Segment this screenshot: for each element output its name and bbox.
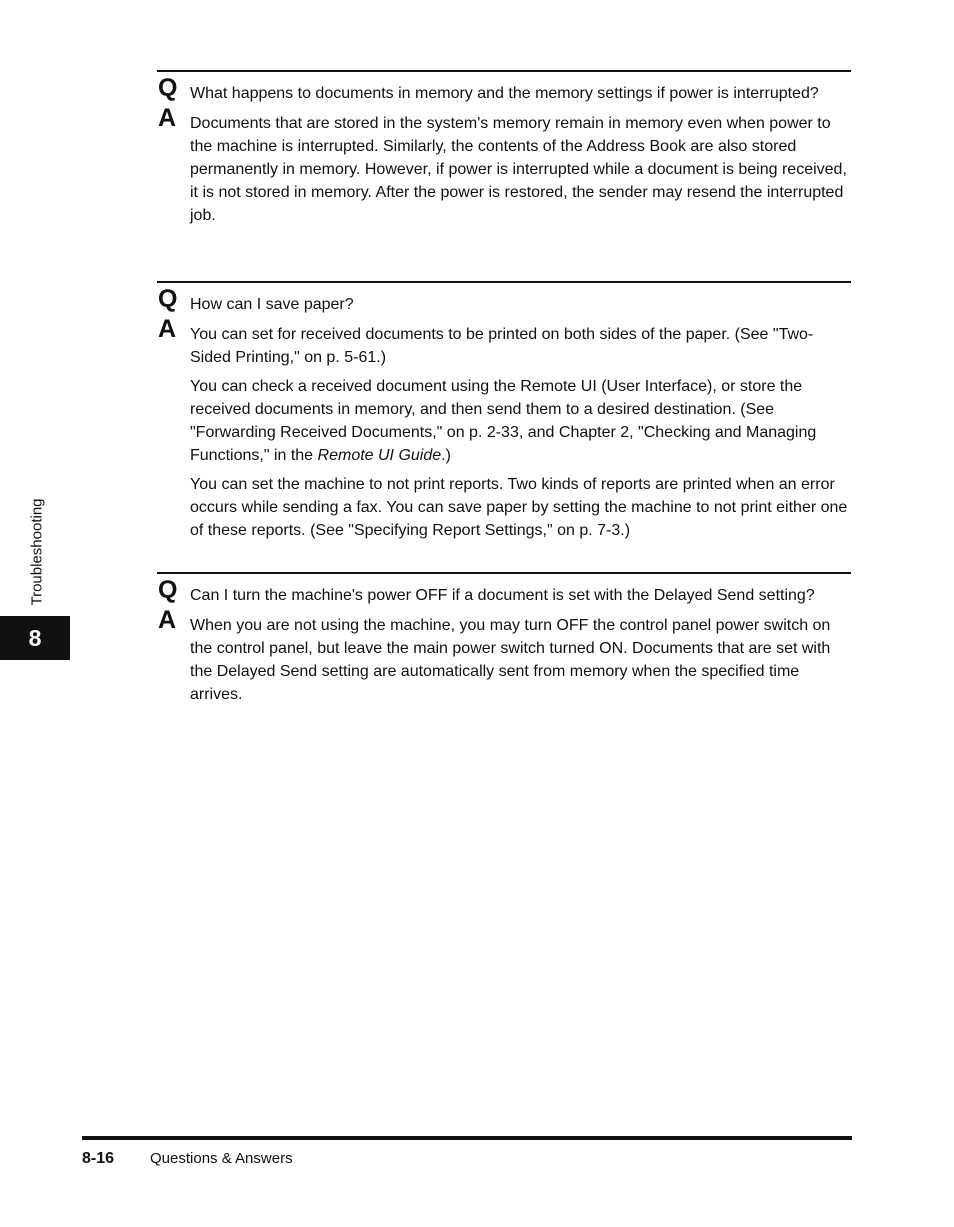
qa-block-memory-power — [157, 70, 851, 227]
answer-row — [157, 315, 851, 542]
answer-paragraph: When you are not using the machine, you may turn OFF the control panel power switch on the control panel, but leave the main power switch turned ON. Documents that are set with the Delayed Send setting are automatically sent from memory when the specified time arrives. — [190, 617, 831, 703]
answer-paragraph-text: You can check a received document using the Remote UI (User Interface), or store the received documents in memory, and then send them to a desired destination. (See "Forwarding Received Documents," on p. 2-33, and Chapter 2, "Checking and Managing Functions," in the — [190, 378, 817, 464]
chapter-side-label: Troubleshooting — [28, 498, 46, 606]
question-marker: Q — [158, 74, 178, 102]
answer-paragraph: Documents that are stored in the system's memory remain in memory even when power to the machine is interrupted. Similarly, the contents of the Address Book are also stored permanently in memory. However, if power is interrupted while a document is being received, it is not stored in memory. After the power is restored, the sender may resend the interrupted job. — [190, 115, 847, 224]
question-marker: Q — [158, 285, 178, 313]
answer-paragraph-tail: .) — [441, 447, 451, 464]
answer-row — [157, 606, 851, 706]
question-text: What happens to documents in memory and the memory settings if power is interrupted? — [190, 85, 819, 102]
remote-ui-guide-reference: Remote UI Guide — [317, 447, 442, 464]
answer-paragraph: You can set for received documents to be printed on both sides of the paper. (See "Two-Sided Printing," on p. 5-61.) — [190, 326, 814, 366]
question-row — [157, 74, 851, 105]
answer-paragraph: You can set the machine to not print reports. Two kinds of reports are printed when an error occurs while sending a fax. You can save paper by setting the machine to not print either one of these reports. (See "Specifying Report Settings," on p. 7-3.) — [190, 476, 848, 539]
footer-title: Questions & Answers — [150, 1150, 293, 1167]
answer-marker: A — [158, 104, 177, 132]
question-row — [157, 576, 851, 607]
answer-marker: A — [158, 606, 177, 634]
qa-block-delayed-send — [157, 572, 851, 706]
section-divider — [157, 281, 851, 283]
footer-divider — [82, 1136, 852, 1140]
answer-marker: A — [158, 315, 177, 343]
question-text: How can I save paper? — [190, 296, 354, 313]
section-divider — [157, 572, 851, 574]
section-divider — [157, 70, 851, 72]
qa-block-save-paper — [157, 281, 851, 542]
page-number: 8-16 — [82, 1150, 115, 1167]
answer-paragraph — [190, 375, 851, 467]
answer-row — [157, 104, 851, 227]
question-text: Can I turn the machine's power OFF if a document is set with the Delayed Send setting? — [190, 587, 815, 604]
question-marker: Q — [158, 576, 178, 604]
question-row — [157, 285, 851, 316]
chapter-tab: 8 — [0, 616, 70, 660]
